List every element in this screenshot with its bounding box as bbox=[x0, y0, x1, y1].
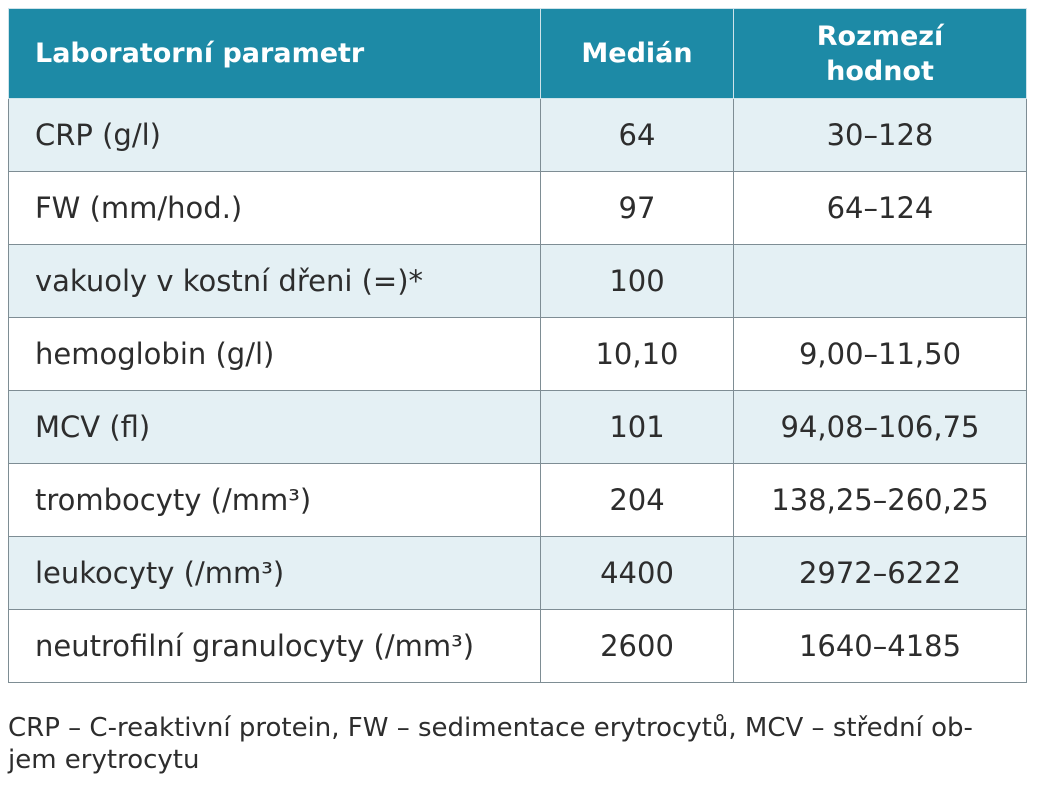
cell-parameter: neutrofilní granulocyty (/mm³) bbox=[9, 610, 541, 683]
header-range: Rozmezí hodnot bbox=[734, 9, 1027, 99]
header-parameter: Laboratorní parametr bbox=[9, 9, 541, 99]
table-row bbox=[9, 464, 1027, 537]
cell-range: 2972–6222 bbox=[734, 537, 1027, 610]
cell-range: 1640–4185 bbox=[734, 610, 1027, 683]
table-row bbox=[9, 318, 1027, 391]
table-footnote: CRP – C-reaktivní protein, FW – sedimentace erytrocytů, MCV – střední ob- jem erytrocytu bbox=[8, 713, 973, 775]
cell-median: 4400 bbox=[541, 537, 734, 610]
cell-parameter: trombocyty (/mm³) bbox=[9, 464, 541, 537]
cell-range: 64–124 bbox=[734, 172, 1027, 245]
cell-range: 94,08–106,75 bbox=[734, 391, 1027, 464]
cell-median: 97 bbox=[541, 172, 734, 245]
cell-range bbox=[734, 245, 1027, 318]
cell-parameter: FW (mm/hod.) bbox=[9, 172, 541, 245]
header-median: Medián bbox=[541, 9, 734, 99]
cell-median: 2600 bbox=[541, 610, 734, 683]
table-row bbox=[9, 245, 1027, 318]
cell-parameter: vakuoly v kostní dřeni (=)* bbox=[9, 245, 541, 318]
cell-range: 30–128 bbox=[734, 99, 1027, 172]
table-row bbox=[9, 391, 1027, 464]
table-row bbox=[9, 610, 1027, 683]
lab-parameters-table bbox=[8, 8, 1027, 683]
cell-median: 10,10 bbox=[541, 318, 734, 391]
cell-median: 100 bbox=[541, 245, 734, 318]
cell-range: 138,25–260,25 bbox=[734, 464, 1027, 537]
cell-parameter: hemoglobin (g/l) bbox=[9, 318, 541, 391]
cell-median: 64 bbox=[541, 99, 734, 172]
cell-parameter: MCV (fl) bbox=[9, 391, 541, 464]
cell-parameter: CRP (g/l) bbox=[9, 99, 541, 172]
cell-median: 101 bbox=[541, 391, 734, 464]
table-row bbox=[9, 172, 1027, 245]
cell-range: 9,00–11,50 bbox=[734, 318, 1027, 391]
cell-parameter: leukocyty (/mm³) bbox=[9, 537, 541, 610]
table-row bbox=[9, 537, 1027, 610]
table-row bbox=[9, 99, 1027, 172]
cell-median: 204 bbox=[541, 464, 734, 537]
table-header-row bbox=[9, 9, 1027, 99]
